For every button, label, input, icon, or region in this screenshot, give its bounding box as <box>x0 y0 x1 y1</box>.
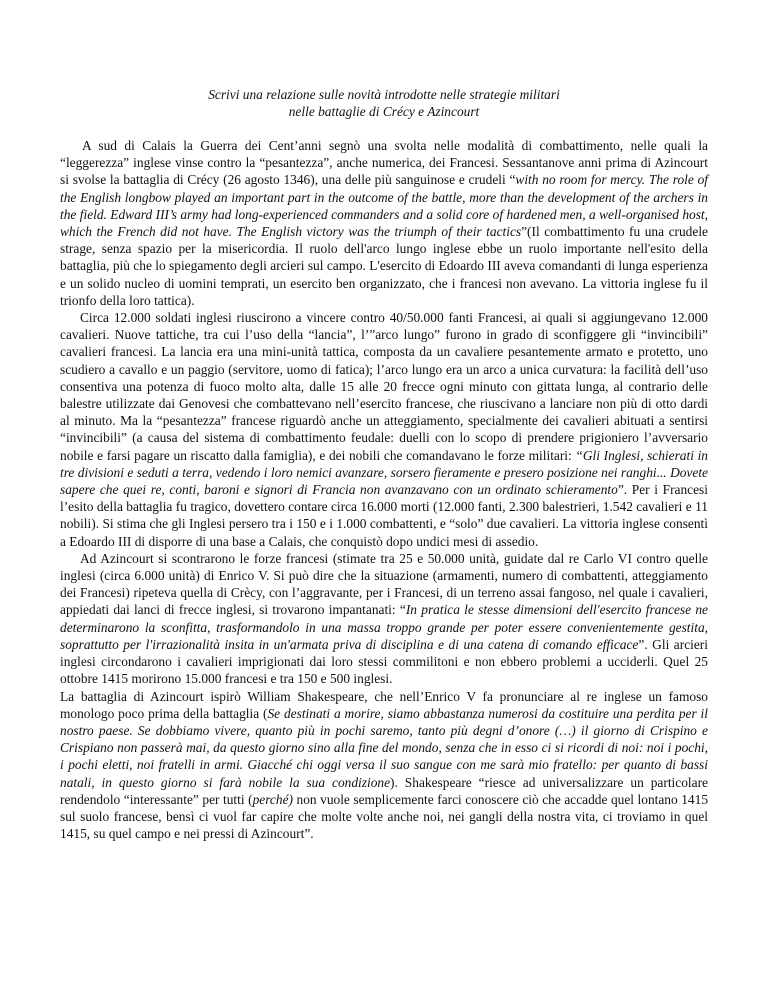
paragraph-shakespeare <box>60 688 708 843</box>
english-quote: with no room for mercy. The role of the English longbow played an important part in the outcome of the battle, more than the development of the archers in the field. Edward III’s army had long-experienced commanders and a solid core of hardened men, a well-organised host, which the French did not have. The English victory was the triumph of their tactics <box>60 172 708 240</box>
title-line-1: Scrivi una relazione sulle novità introdotte nelle strategie militari <box>208 87 560 102</box>
document-title <box>60 86 708 120</box>
paragraph-crecy-tactics <box>60 309 708 550</box>
emphasis-word: perché) <box>252 791 293 807</box>
paragraph-text: ”. Gli arcieri inglesi circondarono i cavalieri imprigionati dai loro stessi commilitoni e non ebbero problemi a ucciderli. Quel 25 ottobre 1415 morirono 15.000 francesi e tra 150 e 500 inglesi. <box>60 636 708 687</box>
paragraph-text: La battaglia di Azincourt ispirò William Shakespeare, che nell’Enrico V fa pronunciare al re inglese un famoso monologo poco prima della battaglia ( <box>60 688 708 721</box>
paragraph-crecy-intro <box>60 137 708 309</box>
title-line-2: nelle battaglie di Crécy e Azincourt <box>288 104 480 119</box>
paragraph-text: ). Shakespeare “riesce ad universalizzare un particolare rendendolo “interessante” per tutti ( <box>60 774 708 807</box>
monologue-quote: Se destinati a morire, siamo abbastanza numerosi da costituire una perdita per il nostro paese. Se dobbiamo vivere, quanto più in pochi saremo, tanto più degni d’onore (…) il giorno di Crispino e Crispiano non passerà mai, da questo giorno sino alla fine del mondo, senza che in esso ci si ricordi di noi: noi i pochi, i pochi eletti, noi fratelli in armi. Giacché chi oggi versa il suo sangue con me sarà mio fratello: per quanto di bassi natali, in questo giorno si farà nobile la sua condizione <box>60 705 708 790</box>
analysis-quote: In pratica le stesse dimensioni dell'esercito francese ne determinarono la sconfitta, trasformandolo in una massa troppo grande per poter essere convenientemente gestita, soprattutto per l'irrazionalità insita in un'armata priva di disciplina e di una catena di comando efficace <box>60 602 708 652</box>
paragraph-text: Circa 12.000 soldati inglesi riuscirono a vincere contro 40/50.000 fanti Francesi, ai quali si aggiungevano 12.000 cavalieri. Nuove tattiche, tra cui l’uso della “lancia”, l’”arco lungo” furono in grado di sconfiggere gli “invincibili” cavalieri francesi. La lancia era una mini-unità tattica, composta da un cavaliere pesantemente armato e protetto, uno scudiero a cavallo e un paggio (servitore, uomo di fatica); l’arco lungo era un arco a unica curvatura: la facilità dell’uso consentiva una potenza di fuoco molto alta, dalle 15 alle 20 frecce ogni minuto con gittata lunga, al contrario delle balestre utilizzate dai Genovesi che combattevano nell’esercito francese, che riuscivano a lanciare non più di otto dardi al minuto. Ma la “pesantezza” francese riguardò anche un atteggiamento, specialmente dei cavalieri abituati a sentirsi “invincibili” (a causa del sistema di combattimento feudale: duelli con lo scopo di prendere prigioniero l’avversario nobile e farsi pagare un riscatto dalla famiglia), e dei nobili che comandavano le forze militari: <box>60 310 708 463</box>
document-body <box>60 137 708 842</box>
paragraph-text: Ad Azincourt si scontrarono le forze francesi (stimate tra 25 e 50.000 unità, guidate dal re Carlo VI contro quelle inglesi (circa 6.000 unità) di Enrico V. Si può dire che la situazione (armamenti, numero di combattenti, atteggiamento dei Francesi) ripeteva quella di Crècy, con l’aggravante, per i Francesi, di un terreno assai fangoso, nel quale i cavalieri, appiedati dai lanci di frecce inglesi, si trovarono impantanati: “ <box>60 550 708 618</box>
paragraph-text: ”. Per i Francesi l’esito della battaglia fu tragico, dovettero contare circa 16.000 morti (12.000 fanti, 2.300 balestrieri, 1.542 cavalieri e 11 nobili). Si stima che gli Inglesi persero tra i 150 e i 1.000 combattenti, e “solo” due cavalieri. La vittoria inglese consentì a Edoardo III di disporre di una base a Calais, che conquistò dopo undici mesi di assedio. <box>60 482 708 549</box>
chronicle-quote: “Gli Inglesi, schierati in tre divisioni e seduti a terra, vedendo i loro nemici avanzare, sorsero fieramente e presero posizione nei ranghi... Dovete sapere che quei re, conti, baroni e signori di Francia non avanzavano con un ordinato schieramento <box>60 447 708 498</box>
paragraph-text: ”(Il combattimento fu una crudele strage, senza spazio per la misericordia. Il ruolo dell'arco lungo inglese ebbe un ruolo importante nell'esito della battaglia, più che lo spiegamento degli arcieri sul campo. L'esercito di Edoardo III aveva comandanti di lunga esperienza e un solido nucleo di uomini temprati, un esercito ben organizzato, che i francesi non avevano. La vittoria inglese fu il trionfo della loro tattica). <box>60 224 708 308</box>
paragraph-text: non vuole semplicemente farci conoscere ciò che accadde quel lontano 1415 sul suolo francese, bensì ci vuol far capire che molte volte anche noi, nei gangli della nostra vita, ci troviamo in quel 1415, su quel campo e nei pressi di Azincourt”. <box>60 791 709 842</box>
paragraph-azincourt <box>60 550 708 688</box>
paragraph-text: A sud di Calais la Guerra dei Cent’anni segnò una svolta nelle modalità di combattimento, nelle quali la “leggerezza” inglese vinse contro la “pesantezza”, anche numerica, dei Francesi. Sessantanove anni prima di Azincourt si svolse la battaglia di Crécy (26 agosto 1346), una delle più sanguinose e crudeli “ <box>60 138 708 188</box>
